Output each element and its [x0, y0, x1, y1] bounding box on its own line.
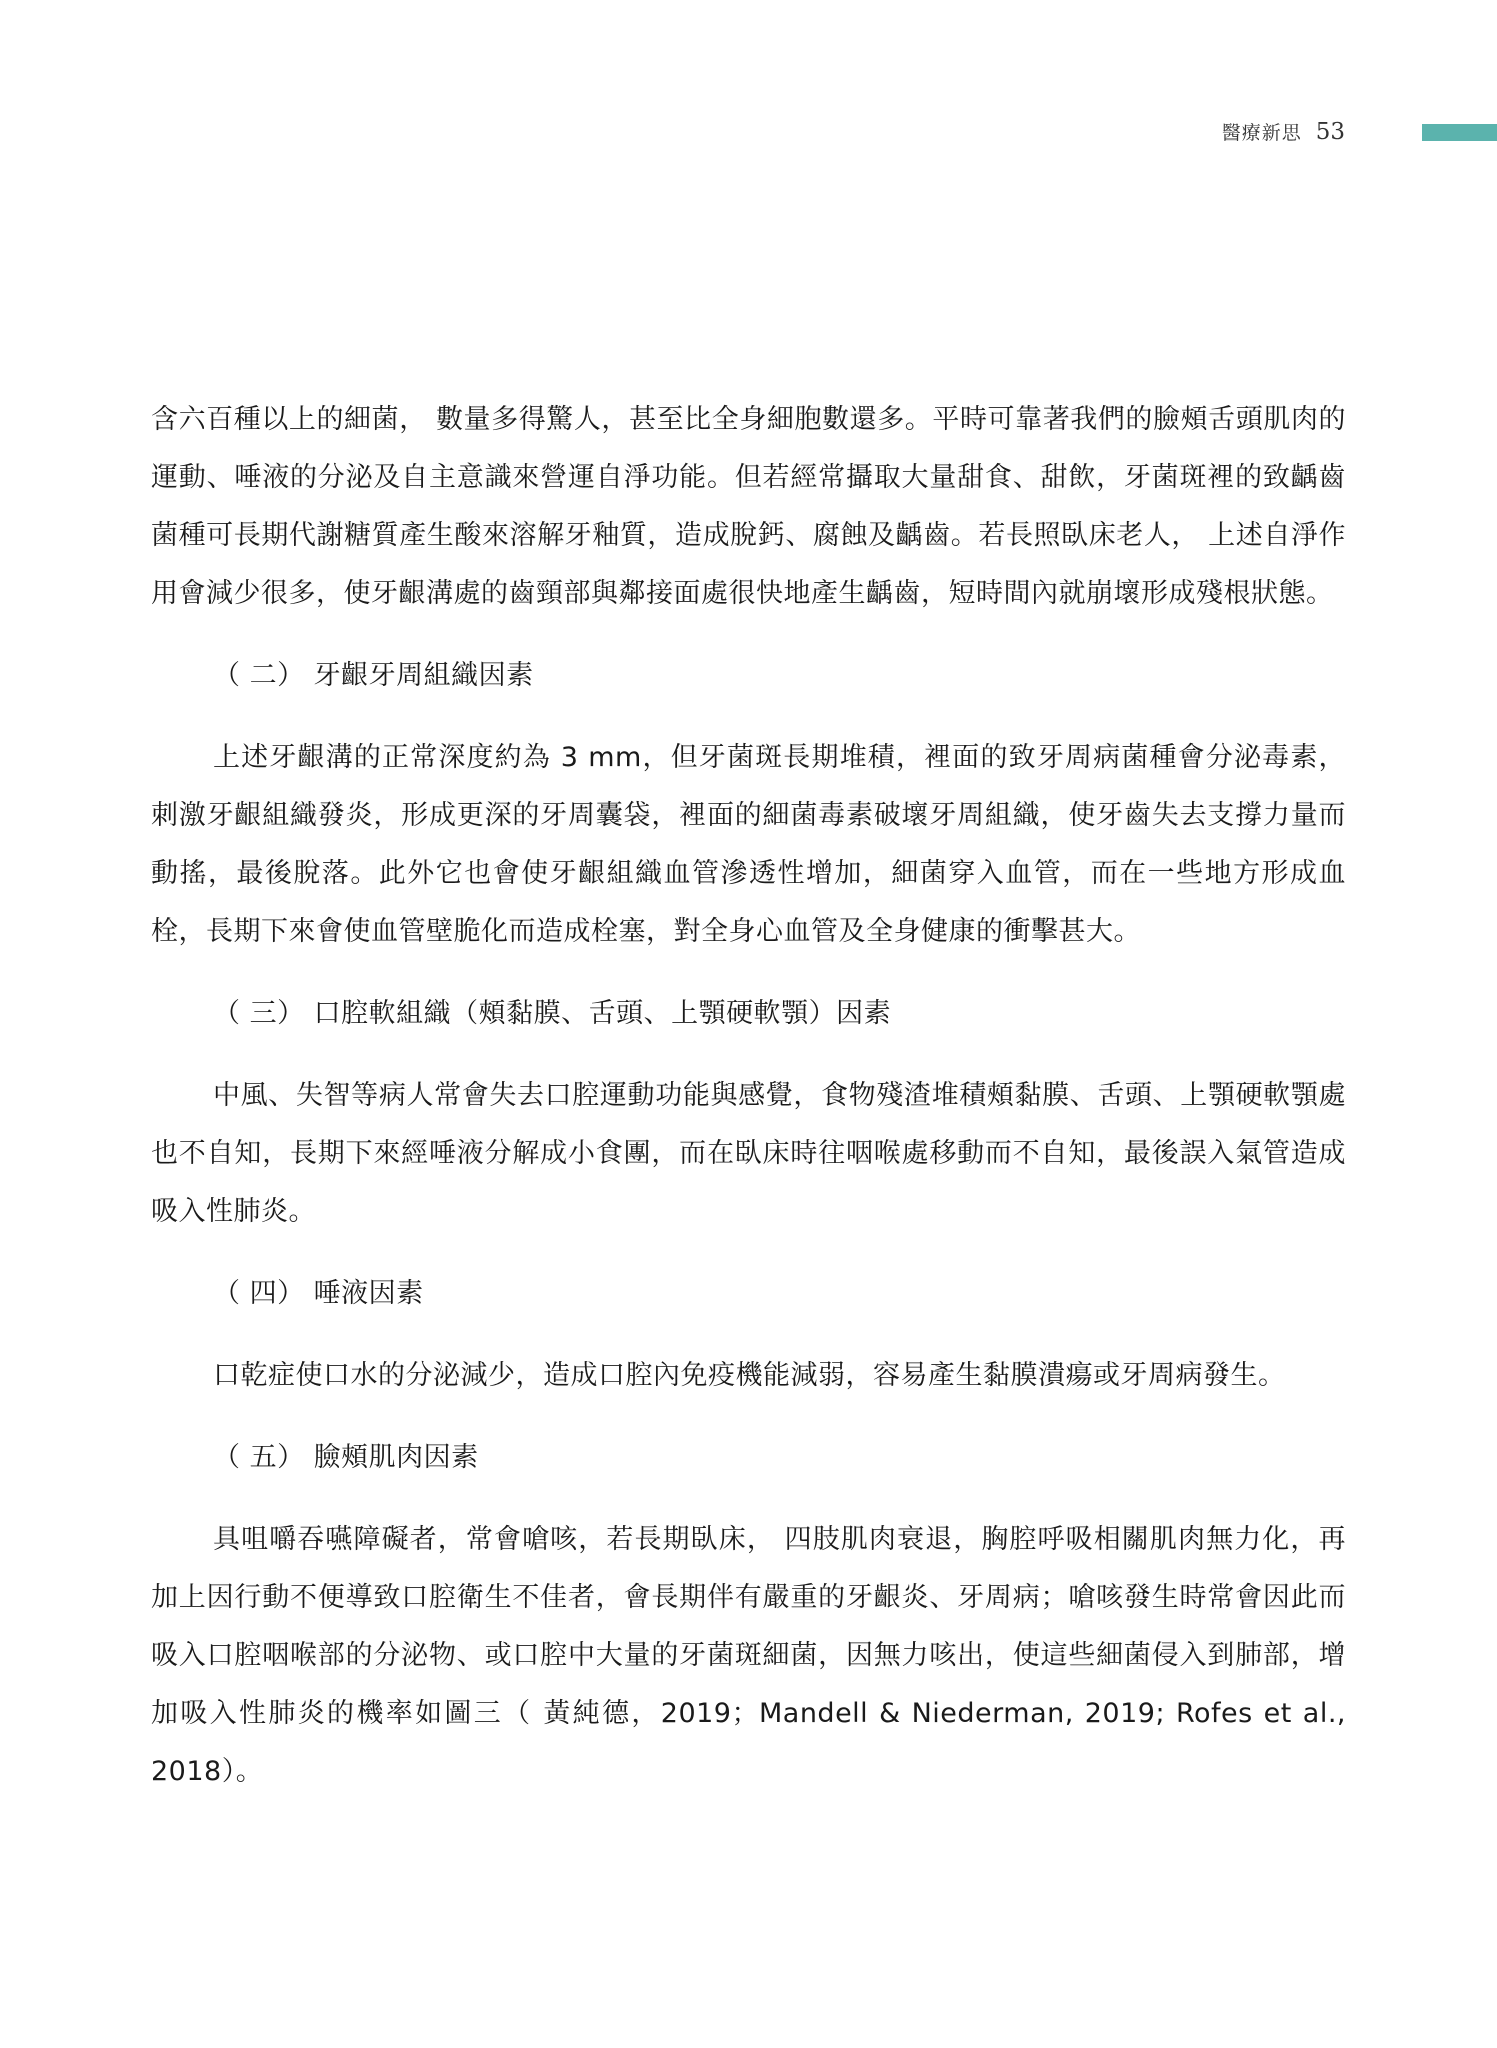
paragraph-oral-soft-tissue: 中風、失智等病人常會失去口腔運動功能與感覺，食物殘渣堆積頰黏膜、舌頭、上顎硬軟顎處也不自知，長期下來經唾液分解成小食團，而在臥床時往咽喉處移動而不自知，最後誤入氣管造成吸入性肺炎。 — [151, 1080, 1346, 1227]
running-header — [1222, 118, 1345, 145]
paragraph-intro: 含六百種以上的細菌， 數量多得驚人，甚至比全身細胞數還多。平時可靠著我們的臉頰舌頭肌肉的運動、唾液的分泌及自主意識來營運自淨功能。但若經常攝取大量甜食、甜飲，牙菌斑裡的致齲齒菌種可長期代謝糖質產生酸來溶解牙釉質，造成脫鈣、腐蝕及齲齒。若長照臥床老人， 上述自淨作用會減少很多，使牙齦溝處的齒頸部與鄰接面處很快地產生齲齒，短時間內就崩壞形成殘根狀態。 — [151, 404, 1346, 609]
heading-saliva: （ 四） 唾液因素 — [213, 1278, 424, 1309]
heading-gingival-periodontal: （ 二） 牙齦牙周組織因素 — [213, 660, 534, 691]
heading-cheek-muscle: （ 五） 臉頰肌肉因素 — [213, 1442, 479, 1473]
paragraph-saliva: 口乾症使口水的分泌減少，造成口腔內免疫機能減弱，容易產生黏膜潰瘍或牙周病發生。 — [213, 1360, 1286, 1391]
paragraph-cheek-muscle: 具咀嚼吞嚥障礙者，常會嗆咳，若長期臥床， 四肢肌肉衰退，胸腔呼吸相關肌肉無力化，再加上因行動不便導致口腔衛生不佳者，會長期伴有嚴重的牙齦炎、牙周病；嗆咳發生時常會因此而吸入口腔咽喉部的分泌物、或口腔中大量的牙菌斑細菌，因無力咳出，使這些細菌侵入到肺部，增加吸入性肺炎的機率如圖三（ 黃純德，2019；Mandell & Niederman, 2019; Rofes et al., 2018）。 — [151, 1524, 1346, 1787]
running-header-section: 醫療新思 — [1221, 122, 1302, 144]
page-number: 53 — [1315, 119, 1345, 145]
page-body — [151, 391, 1346, 1801]
heading-oral-soft-tissue: （ 三） 口腔軟組織（頰黏膜、舌頭、上顎硬軟顎）因素 — [213, 998, 892, 1029]
header-color-tab — [1422, 124, 1497, 141]
paragraph-gingival-periodontal: 上述牙齦溝的正常深度約為 3 mm，但牙菌斑長期堆積，裡面的致牙周病菌種會分泌毒素，刺激牙齦組織發炎，形成更深的牙周囊袋，裡面的細菌毒素破壞牙周組織，使牙齒失去支撐力量而動搖，最後脫落。此外它也會使牙齦組織血管滲透性增加，細菌穿入血管，而在一些地方形成血栓，長期下來會使血管壁脆化而造成栓塞，對全身心血管及全身健康的衝擊甚大。 — [151, 742, 1346, 947]
